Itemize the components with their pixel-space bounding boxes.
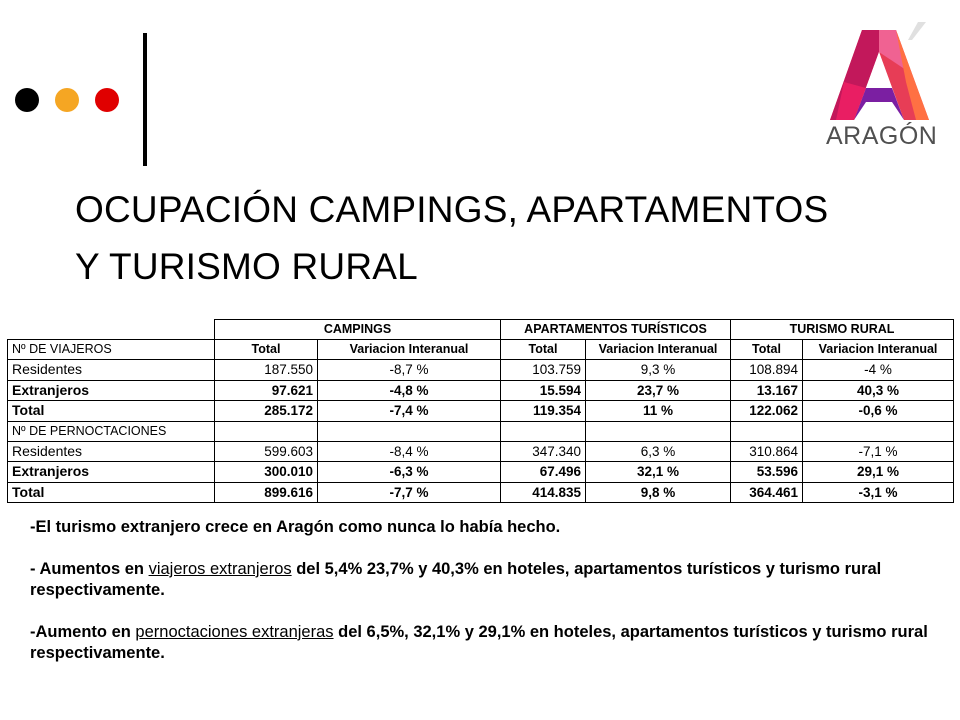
empty-cell (501, 421, 586, 441)
table-row (8, 482, 954, 503)
variation-cell: -7,4 % (318, 401, 501, 422)
commentary-line-3 (30, 622, 950, 664)
variation-cell: 9,3 % (586, 360, 731, 381)
empty-cell (586, 421, 731, 441)
pernoctaciones-header-row (8, 421, 954, 441)
total-cell: 122.062 (731, 401, 803, 422)
variation-cell: 29,1 % (803, 462, 954, 483)
total-cell: 599.603 (215, 441, 318, 462)
commentary-3-lead: -Aumento en (30, 623, 136, 641)
vertical-divider (143, 33, 147, 166)
table-row (8, 360, 954, 381)
total-cell: 285.172 (215, 401, 318, 422)
variation-cell: 40,3 % (803, 380, 954, 401)
row-label: Extranjeros (8, 462, 215, 483)
column-header-total: Total (731, 340, 803, 360)
total-cell: 300.010 (215, 462, 318, 483)
total-cell: 187.550 (215, 360, 318, 381)
variation-cell: 6,3 % (586, 441, 731, 462)
commentary-2-lead: - Aumentos en (30, 560, 149, 578)
empty-cell (215, 421, 318, 441)
orange-dot (55, 88, 79, 112)
page-title-line-2: Y TURISMO RURAL (75, 246, 418, 287)
pernoctaciones-rows (8, 441, 954, 503)
column-header-variacion: Variacion Interanual (318, 340, 501, 360)
variation-cell: -3,1 % (803, 482, 954, 503)
total-cell: 97.621 (215, 380, 318, 401)
logo-text: ARAGÓN (826, 122, 938, 150)
row-label: Residentes (8, 441, 215, 462)
variation-cell: 23,7 % (586, 380, 731, 401)
total-cell: 414.835 (501, 482, 586, 503)
total-cell: 108.894 (731, 360, 803, 381)
commentary-line-2 (30, 559, 950, 601)
group-header-turismo-rural: TURISMO RURAL (731, 320, 954, 340)
variation-cell: -8,4 % (318, 441, 501, 462)
section-label-pernoctaciones: Nº DE PERNOCTACIONES (8, 421, 215, 441)
table-row (8, 462, 954, 483)
group-header-campings: CAMPINGS (215, 320, 501, 340)
empty-cell (803, 421, 954, 441)
total-cell: 53.596 (731, 462, 803, 483)
column-header-variacion: Variacion Interanual (586, 340, 731, 360)
total-cell: 15.594 (501, 380, 586, 401)
group-header-row (8, 320, 954, 340)
variation-cell: -7,7 % (318, 482, 501, 503)
table-row (8, 441, 954, 462)
underlined-viajeros-extranjeros: viajeros extranjeros (148, 560, 292, 578)
commentary-3-tail: del 6,5%, 32,1% y 29,1% en hoteles, apartamentos turísticos y turismo rural respectivamente. (30, 623, 928, 662)
aragon-logo (826, 22, 938, 154)
variation-cell: 32,1 % (586, 462, 731, 483)
column-header-variacion: Variacion Interanual (803, 340, 954, 360)
row-label: Residentes (8, 360, 215, 381)
row-label: Total (8, 482, 215, 503)
empty-corner-cell (8, 320, 215, 340)
commentary-2-tail: del 5,4% 23,7% y 40,3% en hoteles, apartamentos turísticos y turismo rural respectivamente. (30, 560, 882, 599)
total-cell: 103.759 (501, 360, 586, 381)
red-dot (95, 88, 119, 112)
variation-cell: -0,6 % (803, 401, 954, 422)
variation-cell: -7,1 % (803, 441, 954, 462)
viajeros-rows (8, 360, 954, 422)
underlined-pernoctaciones-extranjeras: pernoctaciones extranjeras (135, 623, 334, 641)
total-cell: 310.864 (731, 441, 803, 462)
total-cell: 67.496 (501, 462, 586, 483)
black-dot (15, 88, 39, 112)
aragon-logo-mark (826, 22, 932, 122)
variation-cell: 9,8 % (586, 482, 731, 503)
variation-cell: -6,3 % (318, 462, 501, 483)
row-label: Total (8, 401, 215, 422)
total-cell: 347.340 (501, 441, 586, 462)
column-header-total: Total (501, 340, 586, 360)
variation-cell: -4 % (803, 360, 954, 381)
decorative-dots (15, 88, 119, 112)
row-label: Extranjeros (8, 380, 215, 401)
total-cell: 899.616 (215, 482, 318, 503)
total-cell: 13.167 (731, 380, 803, 401)
total-cell: 119.354 (501, 401, 586, 422)
column-header-row (8, 340, 954, 360)
occupancy-table (7, 319, 954, 503)
section-label-viajeros: Nº DE VIAJEROS (8, 340, 215, 360)
empty-cell (731, 421, 803, 441)
variation-cell: -8,7 % (318, 360, 501, 381)
total-cell: 364.461 (731, 482, 803, 503)
variation-cell: -4,8 % (318, 380, 501, 401)
commentary (30, 517, 950, 664)
commentary-line-1: -El turismo extranjero crece en Aragón como nunca lo había hecho. (30, 518, 561, 536)
page-title-line-1: OCUPACIÓN CAMPINGS, APARTAMENTOS (75, 189, 829, 230)
table-row (8, 401, 954, 422)
group-header-apartamentos: APARTAMENTOS TURÍSTICOS (501, 320, 731, 340)
variation-cell: 11 % (586, 401, 731, 422)
column-header-total: Total (215, 340, 318, 360)
table-row (8, 380, 954, 401)
empty-cell (318, 421, 501, 441)
